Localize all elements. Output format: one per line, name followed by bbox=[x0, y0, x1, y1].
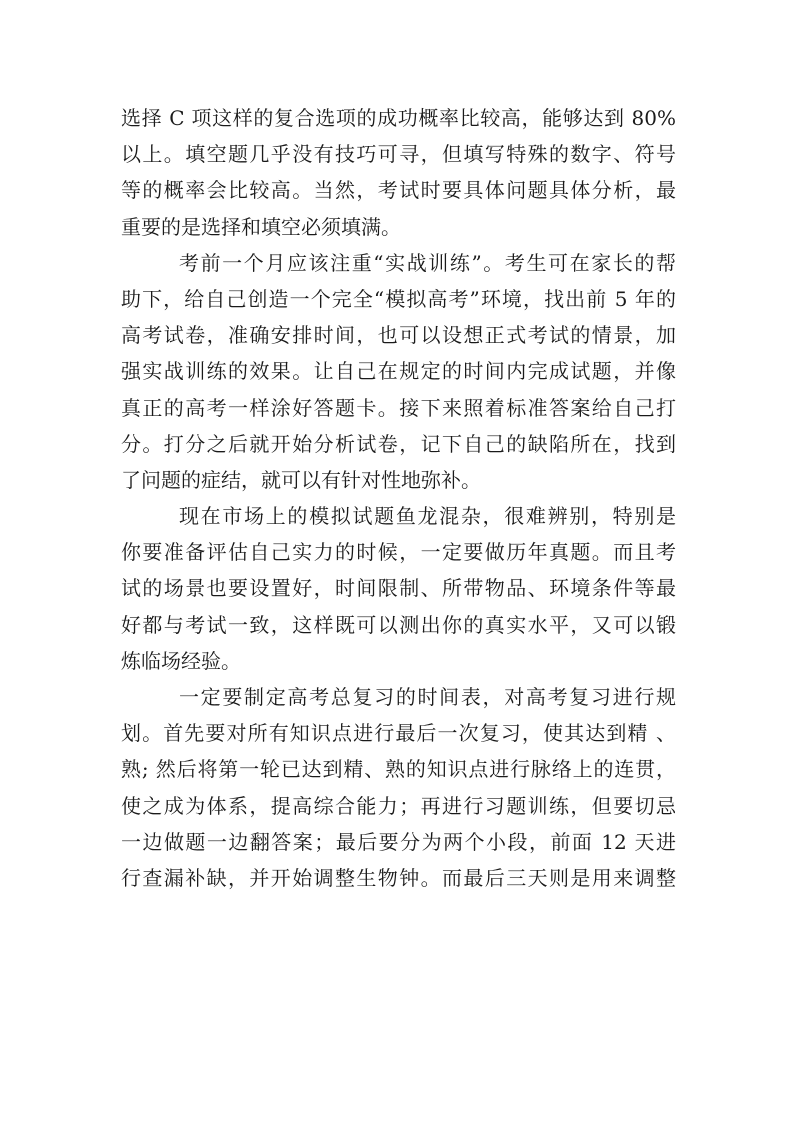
paragraph-3-line-2: 你要准备评估自己实力的时候，一定要做历年真题。而且考 bbox=[121, 540, 676, 565]
paragraph-1-line-3: 等的概率会比较高。当然，考试时要具体问题具体分析，最 bbox=[121, 178, 676, 203]
paragraph-3-line-4: 好都与考试一致，这样既可以测出你的真实水平，又可以锻 bbox=[121, 612, 676, 637]
paragraph-4-line-2: 划。首先要对所有知识点进行最后一次复习，使其达到精 、 bbox=[121, 721, 676, 746]
paragraph-2-line-2: 助下，给自己创造一个完全“模拟高考”环境，找出前 5 年的 bbox=[121, 286, 676, 311]
paragraph-2-line-3: 高考试卷，准确安排时间，也可以设想正式考试的情景，加 bbox=[121, 323, 676, 348]
paragraph-2-line-7: 了问题的症结，就可以有针对性地弥补。 bbox=[121, 467, 481, 492]
paragraph-1-line-1: 选择 C 项这样的复合选项的成功概率比较高，能够达到 80% bbox=[121, 106, 676, 130]
paragraph-1-line-4: 重要的是选择和填空必须填满。 bbox=[121, 214, 401, 239]
paragraph-4-line-4: 使之成为体系，提高综合能力；再进行习题训练，但要切忌 bbox=[121, 793, 676, 818]
paragraph-2-line-4: 强实战训练的效果。让自己在规定的时间内完成试题，并像 bbox=[121, 359, 676, 384]
paragraph-3-line-1: 现在市场上的模拟试题鱼龙混杂，很难辨别，特别是 bbox=[179, 504, 676, 529]
paragraph-2-line-6: 分。打分之后就开始分析试卷，记下自己的缺陷所在，找到 bbox=[121, 431, 676, 456]
paragraph-3-line-3: 试的场景也要设置好，时间限制、所带物品、环境条件等最 bbox=[121, 576, 676, 601]
paragraph-2-line-5: 真正的高考一样涂好答题卡。接下来照着标准答案给自己打 bbox=[121, 395, 676, 420]
paragraph-4-line-5: 一边做题一边翻答案；最后要分为两个小段，前面 12 天进 bbox=[121, 829, 676, 854]
paragraph-4-line-6: 行查漏补缺，并开始调整生物钟。而最后三天则是用来调整 bbox=[121, 865, 676, 890]
paragraph-4-line-3: 熟; 然后将第一轮已达到精、熟的知识点进行脉络上的连贯， bbox=[121, 757, 676, 782]
paragraph-2-line-1: 考前一个月应该注重“实战训练”。考生可在家长的帮 bbox=[179, 250, 676, 275]
document-body bbox=[121, 100, 676, 896]
paragraph-3-line-5: 炼临场经验。 bbox=[121, 648, 241, 673]
paragraph-1-line-2: 以上。填空题几乎没有技巧可寻，但填写特殊的数字、符号 bbox=[121, 142, 676, 167]
paragraph-4-line-1: 一定要制定高考总复习的时间表，对高考复习进行规 bbox=[179, 685, 676, 709]
